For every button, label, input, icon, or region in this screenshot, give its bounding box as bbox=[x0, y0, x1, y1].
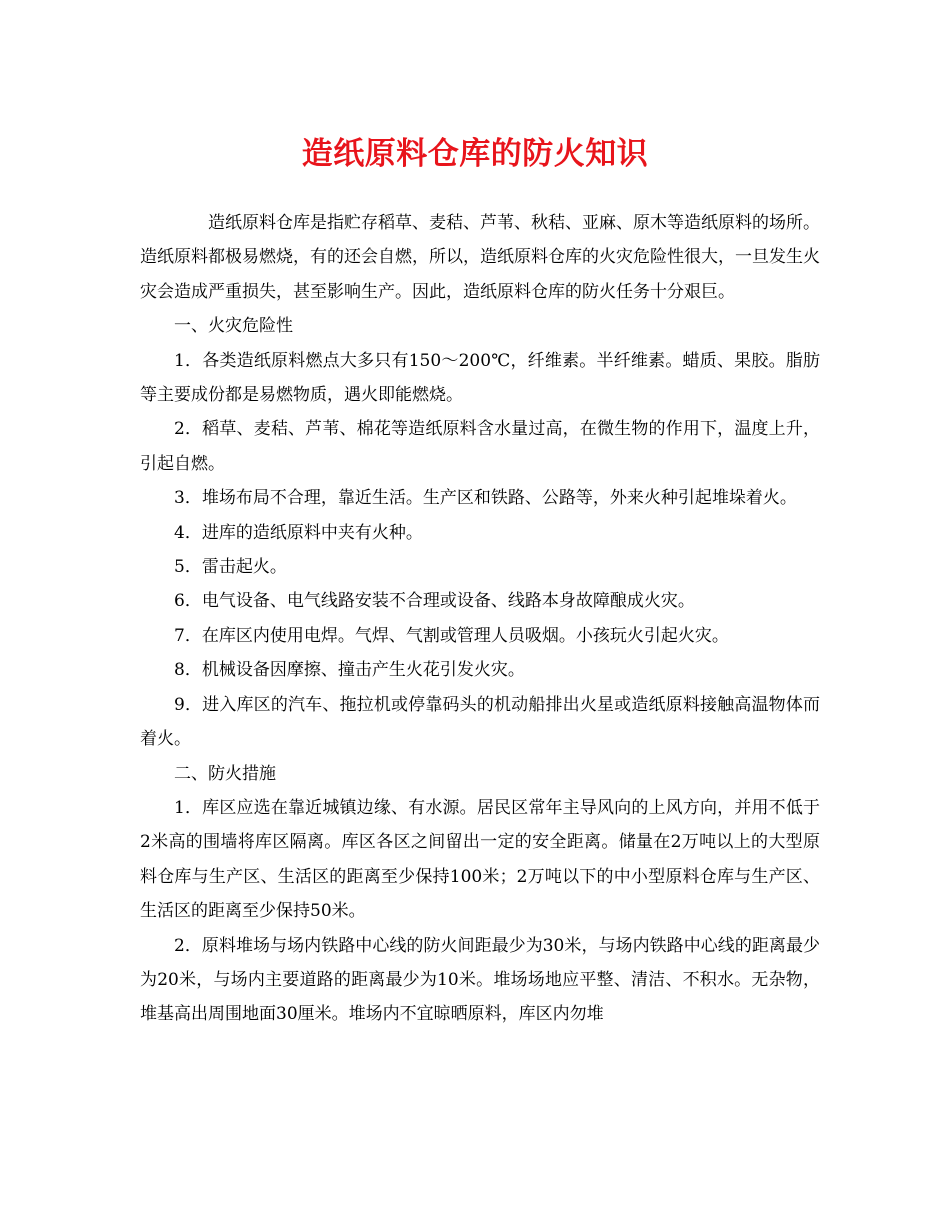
paragraph-hazard-8: 8．机械设备因摩擦、撞击产生火花引发火灾。 bbox=[174, 660, 525, 681]
document-body bbox=[140, 206, 820, 1032]
paragraph-hazard-5: 5．雷击起火。 bbox=[174, 557, 287, 578]
paragraph-intro: 造纸原料仓库是指贮存稻草、麦秸、芦苇、秋秸、亚麻、原木等造纸原料的场所。造纸原料都极易燃烧，有的还会自燃，所以，造纸原料仓库的火灾危险性很大，一旦发生火灾会造成严重损失，甚至影响生产。因此，造纸原料仓库的防火任务十分艰巨。 bbox=[140, 213, 820, 302]
paragraph-hazard-6: 6．电气设备、电气线路安装不合理或设备、线路本身故障酿成火灾。 bbox=[174, 591, 695, 612]
paragraph-hazard-1: 1．各类造纸原料燃点大多只有150～200℃，纤维素。半纤维素。蜡质、果胶。脂肪等主要成份都是易燃物质，遇火即能燃烧。 bbox=[140, 350, 820, 406]
section-heading-prevention: 二、防火措施 bbox=[174, 763, 276, 784]
paragraph-prevention-2: 2．原料堆场与场内铁路中心线的防火间距最少为30米，与场内铁路中心线的距离最少为20米，与场内主要道路的距离最少为10米。堆场场地应平整、清洁、不积水。无杂物，堆基高出周围地面30厘米。堆场内不宜晾晒原料，库区内勿堆 bbox=[140, 935, 820, 1025]
paragraph-prevention-1: 1．库区应选在靠近城镇边缘、有水源。居民区常年主导风向的上风方向，并用不低于2米高的围墙将库区隔离。库区各区之间留出一定的安全距离。储量在2万吨以上的大型原料仓库与生产区、生活区的距离至少保持100米；2万吨以下的中小型原料仓库与生产区、生活区的距离至少保持50米。 bbox=[140, 797, 820, 922]
paragraph-hazard-2: 2．稻草、麦秸、芦苇、棉花等造纸原料含水量过高，在微生物的作用下，温度上升，引起自燃。 bbox=[140, 419, 820, 474]
section-heading-fire-hazard: 一、火灾危险性 bbox=[174, 316, 293, 337]
paragraph-hazard-9: 9．进入库区的汽车、拖拉机或停靠码头的机动船排出火星或造纸原料接触高温物体而着火。 bbox=[140, 694, 820, 750]
paragraph-hazard-7: 7．在库区内使用电焊。气焊、气割或管理人员吸烟。小孩玩火引起火灾。 bbox=[174, 625, 729, 646]
document-title: 造纸原料仓库的防火知识 bbox=[301, 136, 649, 172]
paragraph-hazard-3: 3．堆场布局不合理，靠近生活。生产区和铁路、公路等，外来火种引起堆垛着火。 bbox=[174, 488, 797, 509]
paragraph-hazard-4: 4．进库的造纸原料中夹有火种。 bbox=[174, 522, 423, 543]
